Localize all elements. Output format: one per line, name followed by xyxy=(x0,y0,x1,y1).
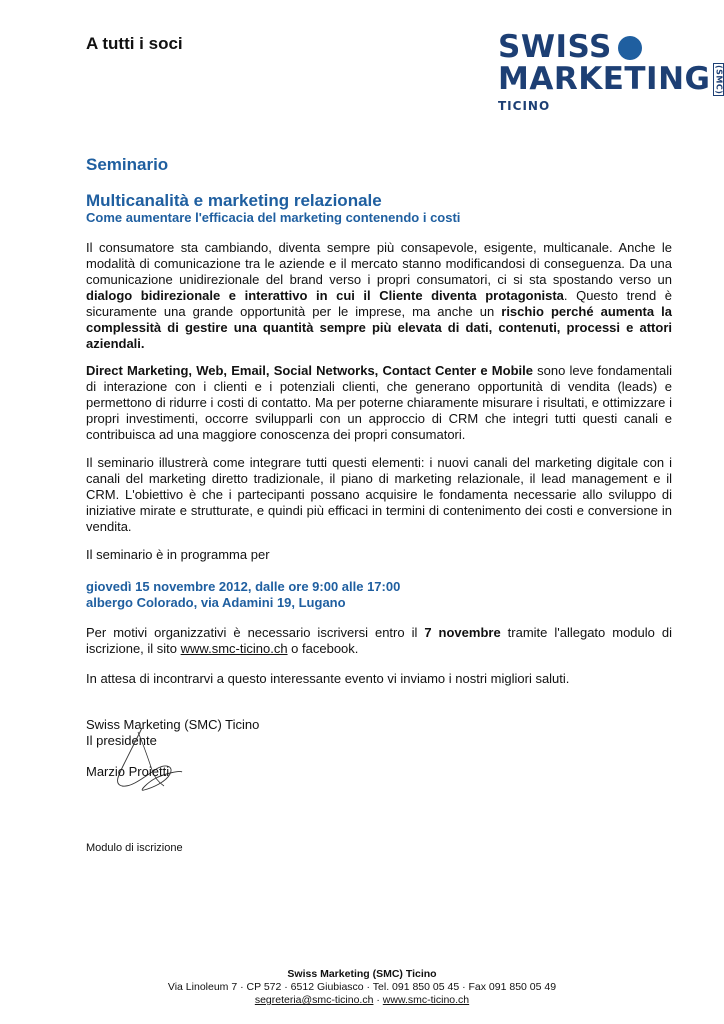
footer-web-link[interactable]: www.smc-ticino.ch xyxy=(382,994,470,1006)
paragraph-channels xyxy=(86,363,672,443)
footer-email-link[interactable]: segreteria@smc-ticino.ch xyxy=(254,994,374,1006)
seminar-kicker: Seminario xyxy=(86,155,169,174)
text-run: sono leve fondamentali di interazione con i clienti e i potenziali clienti, che generano opportunità di vendita (leads) e permettono di ridurre i costi di contatto. Ma per poterne chiaramente misurare i risultati, e ottimizzare i propri investimenti, occorre svilupparli con un approccio di CRM che integri tutti questi canali e contribuisca ad una maggiore conoscenza dei propri consumatori. xyxy=(86,363,673,442)
seminar-title: Multicanalità e marketing relazionale xyxy=(86,191,382,210)
paragraph-registration xyxy=(86,625,672,657)
text-run: tramite l'allegato modulo di iscrizione, il sito xyxy=(86,625,672,656)
footer-separator: · xyxy=(373,994,383,1006)
signer-name: Marzio Proietti xyxy=(86,764,170,779)
seminar-subtitle: Come aumentare l'efficacia del marketing contenendo i costi xyxy=(86,210,461,225)
text-run: Il consumatore sta cambiando, diventa sempre più consapevole, esigente, multicanale. Anche le modalità di comunicazione tra le aziende e il mercato stanno modificandosi di conseguenza. Da una comunicazione unidirezionale del brand verso i propri consumatori, ci si sta spostando verso un xyxy=(86,240,672,287)
swiss-marketing-logo xyxy=(498,29,724,114)
text-run: . Questo trend è sicuramente una grande opportunità per le imprese, ma anche un xyxy=(86,288,672,319)
footer-contacts xyxy=(0,994,724,1007)
text-run: Per motivi organizzativi è necessario iscriversi entro il xyxy=(86,625,425,640)
logo-word-marketing: MARKETING xyxy=(498,61,711,98)
closing-role: Il presidente xyxy=(86,733,157,748)
footer xyxy=(0,968,724,1007)
text-run-bold: dialogo bidirezionale e interattivo in cui il Cliente diventa protagonista xyxy=(86,288,564,303)
paragraph-intro xyxy=(86,240,672,352)
website-link[interactable]: www.smc-ticino.ch xyxy=(180,641,288,656)
event-location: albergo Colorado, via Adamini 19, Lugano xyxy=(86,595,346,610)
logo-word-swiss: SWISS xyxy=(498,29,612,65)
signature-image xyxy=(108,726,184,800)
text-run: o facebook. xyxy=(287,641,359,656)
footer-org: Swiss Marketing (SMC) Ticino xyxy=(287,968,437,980)
event-date-time: giovedì 15 novembre 2012, dalle ore 9:00 alle 17:00 xyxy=(86,579,401,594)
paragraph-greeting: In attesa di incontrarvi a questo interessante evento vi inviamo i nostri migliori saluti. xyxy=(86,671,570,686)
footer-address: Via Linoleum 7 · CP 572 · 6512 Giubiasco · Tel. 091 850 05 45 · Fax 091 850 05 49 xyxy=(167,981,557,993)
logo-badge-smc: (SMC) xyxy=(714,65,724,95)
logo-dot-icon xyxy=(618,36,642,60)
logo-region: TICINO xyxy=(498,99,551,114)
closing-org: Swiss Marketing (SMC) Ticino xyxy=(86,717,260,732)
paragraph-schedule-intro: Il seminario è in programma per xyxy=(86,547,270,562)
text-run-bold: Direct Marketing, Web, Email, Social Networks, Contact Center e Mobile xyxy=(86,363,533,378)
paragraph-goals: Il seminario illustrerà come integrare tutti questi elementi: i nuovi canali del marketing digitale con i canali del marketing diretto tradizionale, il piano di marketing relazionale, il lead management e il CRM. L'obiettivo è che i partecipanti possano acquisire le fondamenta necessarie allo sviluppo di iniziative mirate e strutturate, e quindi più efficaci in termini di contenimento dei costi e conversione in vendita. xyxy=(86,455,672,534)
event-details xyxy=(86,579,400,611)
text-run-bold: rischio perché aumenta la complessità di gestire una quantità sempre più elevata di dati, contenuti, processi e attori aziendali. xyxy=(86,304,672,351)
salutation: A tutti i soci xyxy=(86,34,183,53)
registration-deadline: 7 novembre xyxy=(424,625,501,640)
attachment-label: Modulo di iscrizione xyxy=(86,842,183,854)
